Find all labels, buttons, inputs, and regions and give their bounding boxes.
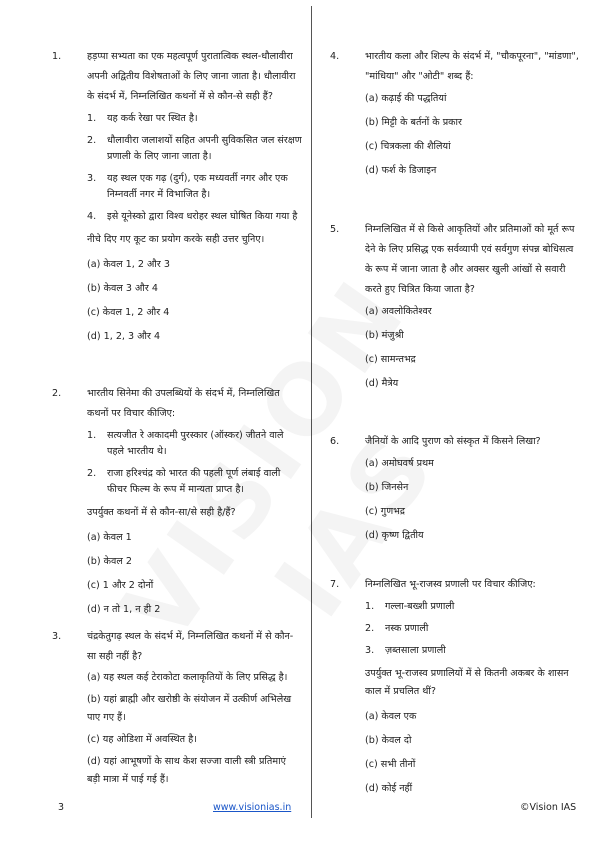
option-a[interactable]: (a) कढ़ाई की पद्धतियां bbox=[365, 93, 447, 104]
option-c[interactable]: (c) 1 और 2 दोनों bbox=[87, 580, 154, 591]
question-number: 3. bbox=[52, 631, 62, 642]
option-b[interactable]: (b) केवल 3 और 4 bbox=[87, 283, 158, 294]
option-a[interactable]: (a) अमोघवर्ष प्रथम bbox=[365, 458, 434, 469]
option-c[interactable]: (c) यह ओडिशा में अवस्थित है। bbox=[87, 734, 197, 745]
option-b[interactable]: (b) मिट्टी के बर्तनों के प्रकार bbox=[365, 117, 462, 128]
statement: 3. यह स्थल एक गढ़ (दुर्ग), एक मध्यवर्ती नगर और एक निम्नवर्ती नगर में विभाजित है। bbox=[87, 173, 288, 200]
option-c[interactable]: (c) केवल 1, 2 और 4 bbox=[87, 307, 170, 318]
question-number: 7. bbox=[330, 579, 340, 590]
option-b[interactable]: (b) केवल दो bbox=[365, 735, 412, 746]
option-c[interactable]: (c) गुणभद्र bbox=[365, 506, 405, 517]
question-stem: निम्नलिखित भू-राजस्व प्रणाली पर विचार कीजिए: bbox=[365, 579, 536, 590]
option-d[interactable]: (d) 1, 2, 3 और 4 bbox=[87, 331, 161, 342]
question-stem: हड़प्पा सभ्यता का एक महत्वपूर्ण पुरातात्विक स्थल-धौलावीरा अपनी अद्वितीय विशेषताओं के लिए जाना जाता है। धौलावीरा के संदर्भ में, निम्नलिखित कथनों में से कौन-से सही हैं? bbox=[87, 51, 296, 102]
instruction: उपर्युक्त कथनों में से कौन-सा/से सही है/हैं? bbox=[87, 507, 236, 518]
statement: 1. यह कर्क रेखा पर स्थित है। bbox=[87, 113, 198, 124]
question-number: 5. bbox=[330, 224, 340, 235]
question-stem: चंद्रकेतुगढ़ स्थल के संदर्भ में, निम्नलिखित कथनों में से कौन-सा सही नहीं है? bbox=[87, 631, 294, 662]
question-stem: जैनियों के आदि पुराण को संस्कृत में किसने लिखा? bbox=[365, 436, 541, 447]
question-7 bbox=[330, 575, 580, 801]
instruction: नीचे दिए गए कूट का प्रयोग करके सही उत्तर चुनिए। bbox=[87, 234, 265, 245]
statement: 1. सत्यजीत रे अकादमी पुरस्कार (ऑस्कर) जीतने वाले पहले भारतीय थे। bbox=[87, 430, 284, 457]
question-4 bbox=[330, 47, 580, 183]
option-c[interactable]: (c) सामन्तभद्र bbox=[365, 354, 416, 365]
column-divider bbox=[311, 6, 312, 818]
option-b[interactable]: (b) जिनसेन bbox=[365, 482, 409, 493]
question-stem: भारतीय सिनेमा की उपलब्धियों के संदर्भ में, निम्नलिखित कथनों पर विचार कीजिए: bbox=[87, 388, 280, 419]
statement: 2. नस्क प्रणाली bbox=[365, 623, 429, 634]
option-a[interactable]: (a) यह स्थल कई टेराकोटा कलाकृतियों के लिए प्रसिद्ध है। bbox=[87, 672, 288, 683]
instruction: उपर्युक्त भू-राजस्व प्रणालियों में से कितनी अकबर के शासन काल में प्रचलित थीं? bbox=[365, 668, 569, 697]
option-b[interactable]: (b) यहां ब्राह्मी और खरोष्ठी के संयोजन में उत्कीर्ण अभिलेख पाए गए हैं। bbox=[87, 694, 292, 723]
question-stem: निम्नलिखित में से किसे आकृतियों और प्रतिमाओं को मूर्त रूप देने के लिए प्रसिद्ध एक सर्वव्यापी एवं सर्वगुण संपन्न बोधिसत्व के रूप में जाना जाता है और अक्सर खुली आंखों से सवारी करते हुए चित्रित किया जाता है? bbox=[365, 224, 575, 295]
statement: 2. धौलावीरा जलाशयों सहित अपनी सुविकसित जल संरक्षण प्रणाली के लिए जाना जाता है। bbox=[87, 135, 302, 162]
question-number: 4. bbox=[330, 51, 340, 62]
option-d[interactable]: (d) यहां आभूषणों के साथ केश सज्जा वाली स्त्री प्रतिमाएं बड़ी मात्रा में पाई गई हैं। bbox=[87, 756, 286, 785]
statement: 2. राजा हरिश्चंद्र को भारत की पहली पूर्ण लंबाई वाली फीचर फिल्म के रूप में मान्यता प्राप्त है। bbox=[87, 468, 281, 495]
statement: 1. गल्ला-बख्शी प्रणाली bbox=[365, 601, 455, 612]
question-number: 1. bbox=[52, 51, 62, 62]
question-stem: भारतीय कला और शिल्प के संदर्भ में, "चौकपूरना", "मांडणा", "मांधिया" और "ओटी" शब्द हैं: bbox=[365, 51, 579, 82]
option-a[interactable]: (a) केवल 1 bbox=[87, 532, 132, 543]
question-3 bbox=[52, 627, 302, 793]
option-b[interactable]: (b) मंजुश्री bbox=[365, 330, 404, 341]
option-a[interactable]: (a) अवलोकितेश्वर bbox=[365, 306, 432, 317]
website-link[interactable]: www.visionias.in bbox=[213, 802, 292, 813]
statement: 3. ज़ब्तसाला प्रणाली bbox=[365, 645, 446, 656]
question-1 bbox=[52, 47, 302, 349]
page-number: 3 bbox=[58, 802, 65, 813]
option-d[interactable]: (d) कोई नहीं bbox=[365, 783, 413, 794]
question-2 bbox=[52, 384, 302, 622]
question-number: 6. bbox=[330, 436, 340, 447]
question-6 bbox=[330, 432, 580, 548]
option-b[interactable]: (b) केवल 2 bbox=[87, 556, 132, 567]
option-c[interactable]: (c) सभी तीनों bbox=[365, 759, 416, 770]
option-d[interactable]: (d) मैत्रेय bbox=[365, 378, 399, 389]
option-d[interactable]: (d) फर्श के डिजाइन bbox=[365, 165, 437, 176]
statement: 4. इसे यूनेस्को द्वारा विश्व धरोहर स्थल घोषित किया गया है bbox=[87, 211, 298, 222]
option-c[interactable]: (c) चित्रकला की शैलियां bbox=[365, 141, 451, 152]
question-number: 2. bbox=[52, 388, 62, 399]
copyright-notice: ©Vision IAS bbox=[520, 802, 577, 813]
option-d[interactable]: (d) कृष्ण द्वितीय bbox=[365, 530, 424, 541]
option-a[interactable]: (a) केवल 1, 2 और 3 bbox=[87, 259, 170, 270]
question-5 bbox=[330, 220, 580, 396]
option-a[interactable]: (a) केवल एक bbox=[365, 711, 417, 722]
option-d[interactable]: (d) न तो 1, न ही 2 bbox=[87, 604, 161, 615]
